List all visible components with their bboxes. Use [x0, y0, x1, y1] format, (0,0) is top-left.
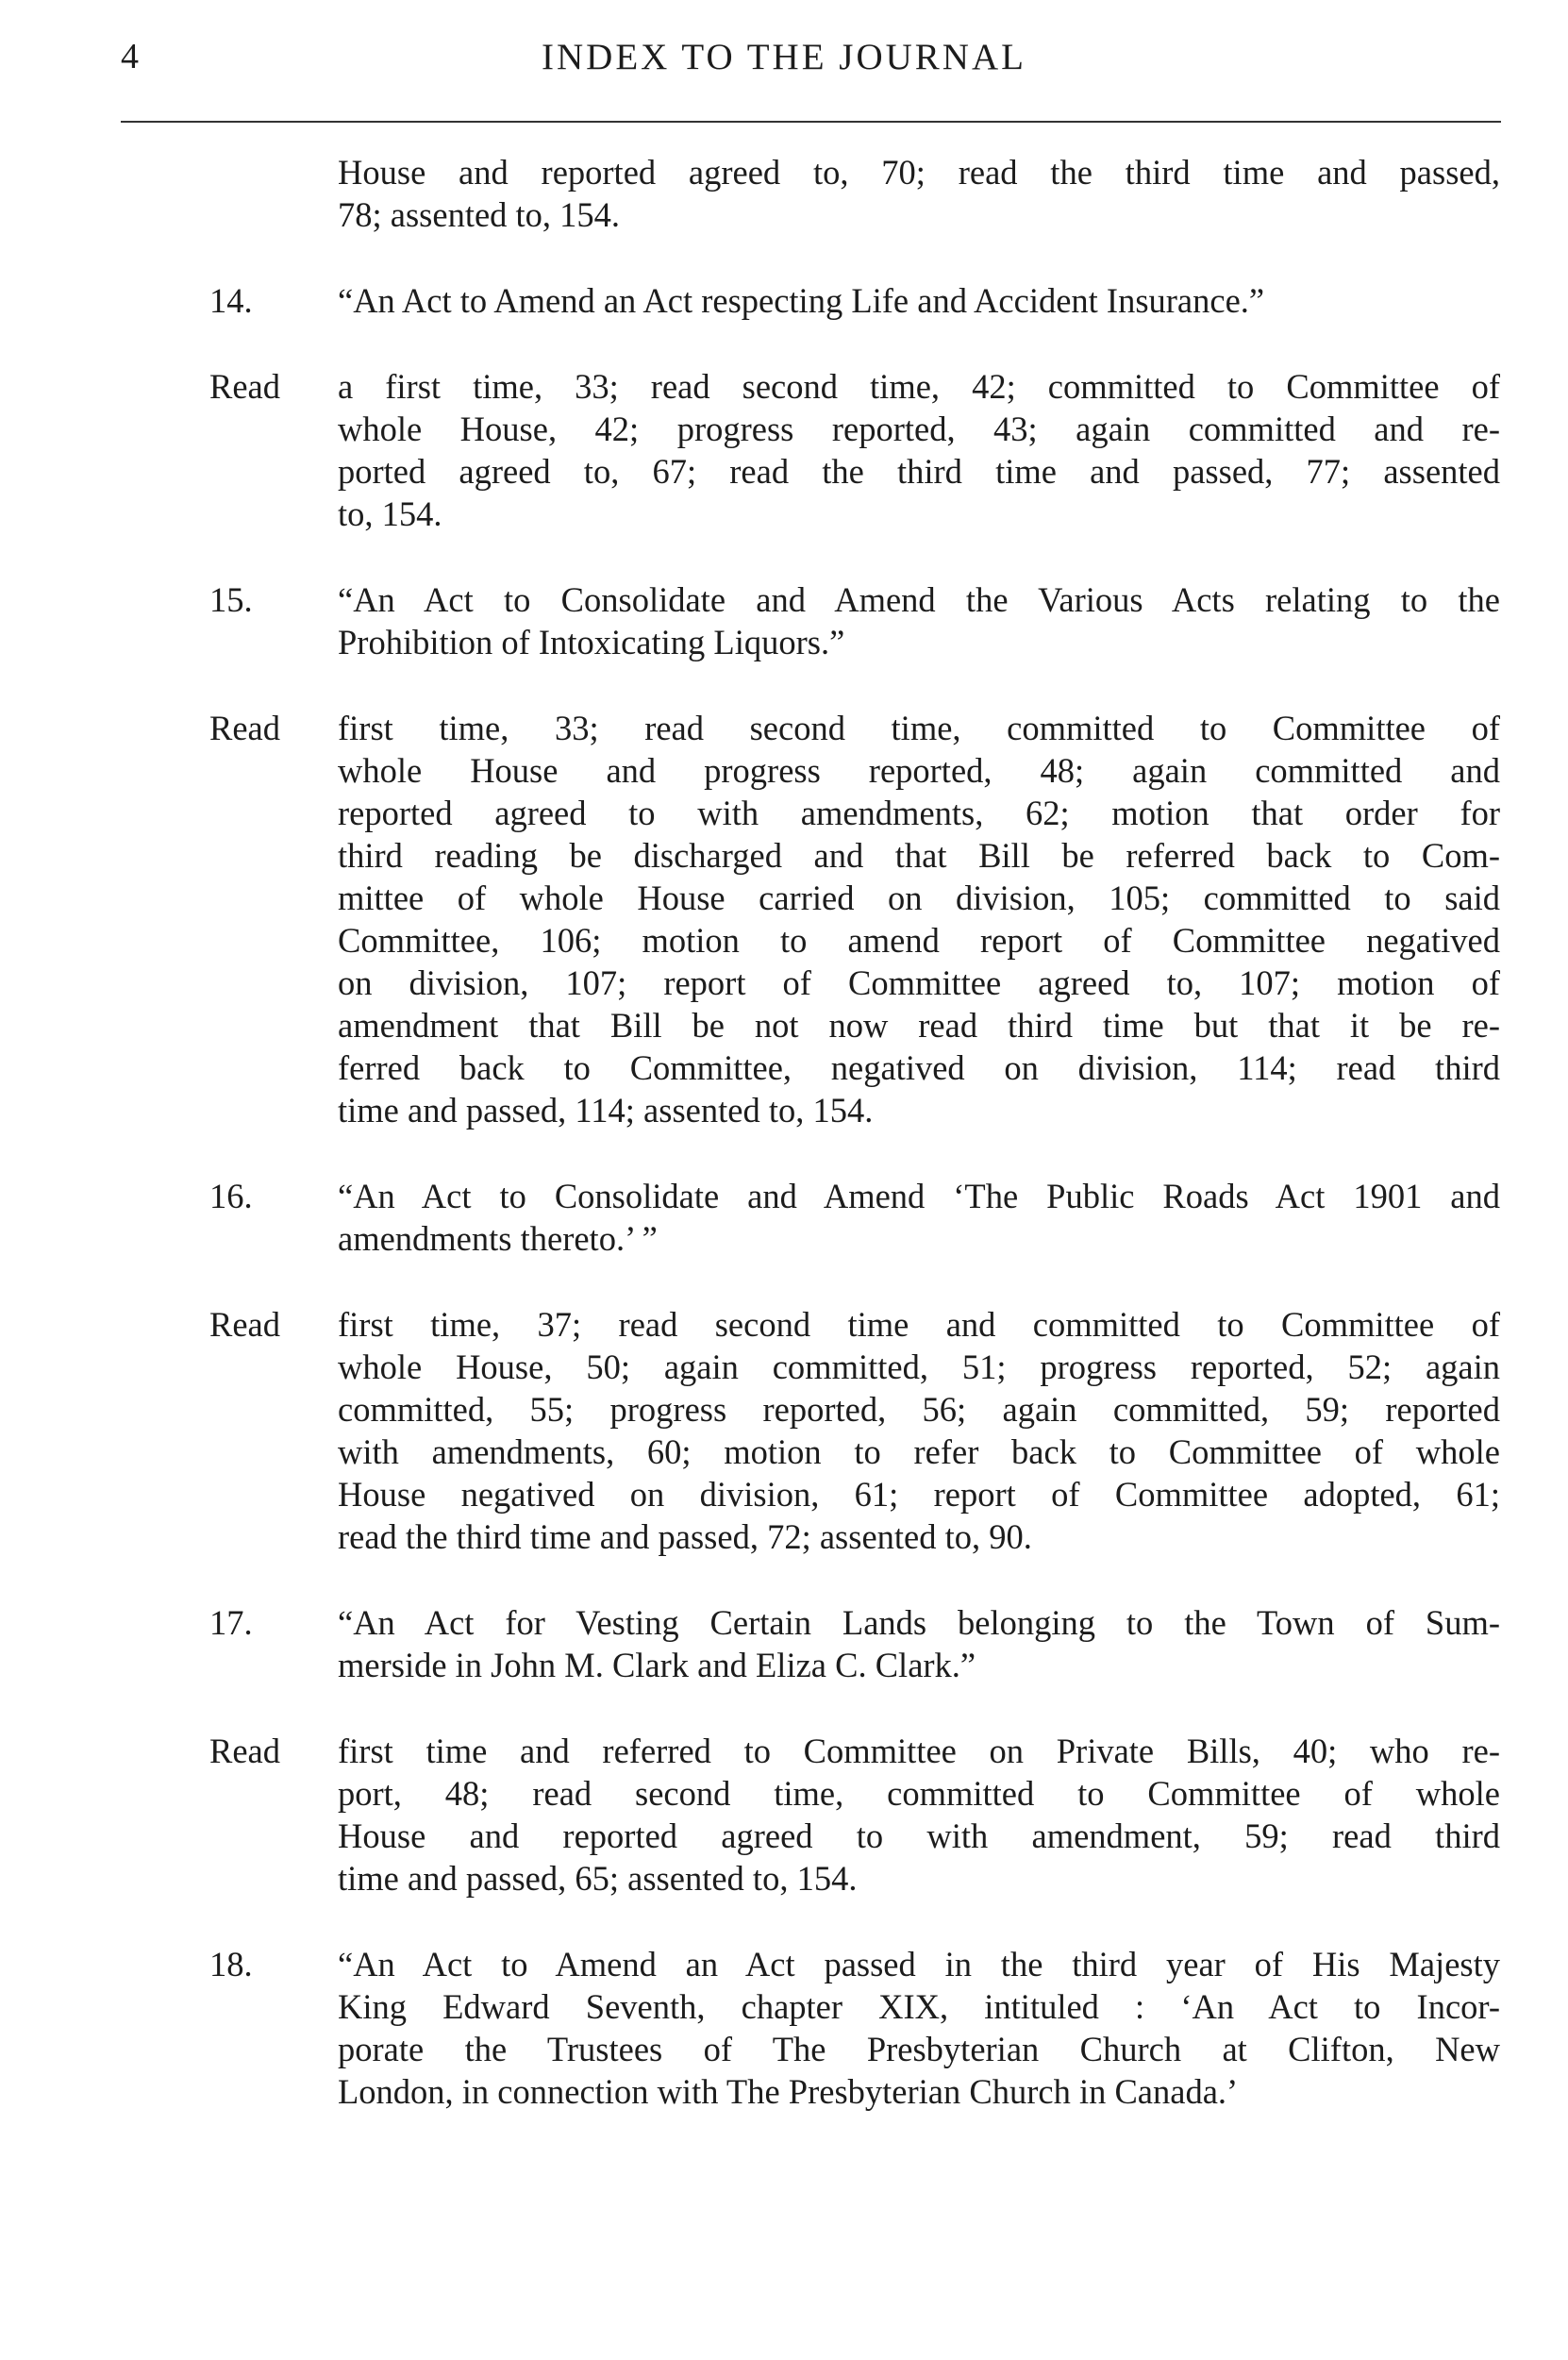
- text-line: London, in connection with The Presbyterian Church in Canada.’: [338, 2072, 1239, 2111]
- text-line-row: [0, 1943, 1568, 1985]
- text-line-row: [0, 749, 1568, 792]
- text-line-row: [0, 877, 1568, 919]
- read-label: Read: [209, 709, 280, 747]
- text-line: ported agreed to, 67; read the third time and passed, 77; assented: [338, 452, 1500, 491]
- text-line: porate the Trustees of The Presbyterian Church at Clifton, New: [338, 2030, 1500, 2068]
- text-line-row: [0, 1772, 1568, 1815]
- text-line-row: [0, 1515, 1568, 1558]
- text-line: port, 48; read second time, committed to Committee of whole: [338, 1774, 1500, 1813]
- text-line: whole House, 42; progress reported, 43; again committed and re-: [338, 410, 1500, 448]
- entry-spacer: [0, 236, 1568, 279]
- bill-title-entry: [0, 279, 1568, 322]
- entry-spacer: [0, 1131, 1568, 1175]
- bill-number: 14.: [209, 281, 253, 320]
- text-line-row: [0, 578, 1568, 621]
- text-line-row: [0, 450, 1568, 493]
- index-content: [0, 151, 1568, 2113]
- bill-proceedings-entry: [0, 365, 1568, 535]
- continued-proceedings: [0, 151, 1568, 236]
- text-line-row: [0, 919, 1568, 962]
- text-line: “An Act to Amend an Act passed in the third year of His Majesty: [338, 1945, 1500, 1983]
- read-label: Read: [209, 1305, 280, 1344]
- text-line: merside in John M. Clark and Eliza C. Clark.”: [338, 1646, 976, 1684]
- bill-title-entry: [0, 1943, 1568, 2113]
- text-line: first time and referred to Committee on Private Bills, 40; who re-: [338, 1732, 1500, 1770]
- text-line-row: [0, 2070, 1568, 2113]
- entry-spacer: [0, 663, 1568, 707]
- bill-title-entry: [0, 578, 1568, 663]
- text-line: 78; assented to, 154.: [338, 195, 621, 234]
- page-number: 4: [121, 37, 139, 76]
- text-line: first time, 33; read second time, committed to Committee of: [338, 709, 1500, 747]
- bill-title-entry: [0, 1601, 1568, 1686]
- bill-number: 15.: [209, 580, 253, 619]
- text-line-row: [0, 792, 1568, 834]
- page-header: [0, 0, 1568, 132]
- text-line: amendment that Bill be not now read third time but that it be re-: [338, 1006, 1500, 1045]
- text-line: House negatived on division, 61; report of Committee adopted, 61;: [338, 1475, 1500, 1514]
- text-line: ferred back to Committee, negatived on division, 114; read third: [338, 1048, 1500, 1087]
- text-line-row: [0, 707, 1568, 749]
- text-line-row: [0, 1985, 1568, 2028]
- text-line: King Edward Seventh, chapter XIX, intituled : ‘An Act to Incor-: [338, 1987, 1500, 2026]
- text-line-row: [0, 493, 1568, 535]
- text-line: read the third time and passed, 72; assented to, 90.: [338, 1517, 1032, 1556]
- text-line: first time, 37; read second time and committed to Committee of: [338, 1305, 1500, 1344]
- entry-spacer: [0, 1686, 1568, 1730]
- entry-spacer: [0, 535, 1568, 578]
- text-line: Committee, 106; motion to amend report of Committee negatived: [338, 921, 1500, 960]
- text-line: House and reported agreed to, 70; read the third time and passed,: [338, 153, 1500, 192]
- text-line-row: [0, 1175, 1568, 1217]
- entry-spacer: [0, 322, 1568, 365]
- text-line-row: [0, 1004, 1568, 1046]
- text-line-row: [0, 1815, 1568, 1857]
- header-rule: [121, 121, 1501, 123]
- text-line-row: [0, 1046, 1568, 1089]
- bill-title-entry: [0, 1175, 1568, 1260]
- text-line-row: [0, 1346, 1568, 1388]
- text-line: Prohibition of Intoxicating Liquors.”: [338, 623, 845, 661]
- text-line: to, 154.: [338, 494, 442, 533]
- text-line-row: [0, 1303, 1568, 1346]
- entry-spacer: [0, 1900, 1568, 1943]
- entry-spacer: [0, 1260, 1568, 1303]
- text-line: reported agreed to with amendments, 62; motion that order for: [338, 794, 1500, 832]
- text-line: amendments thereto.’ ”: [338, 1219, 658, 1258]
- text-line-row: [0, 1089, 1568, 1131]
- text-line: whole House, 50; again committed, 51; progress reported, 52; again: [338, 1347, 1500, 1386]
- text-line-row: [0, 1473, 1568, 1515]
- bill-number: 16.: [209, 1177, 253, 1215]
- bill-proceedings-entry: [0, 1730, 1568, 1900]
- text-line-row: [0, 1217, 1568, 1260]
- text-line-row: [0, 962, 1568, 1004]
- text-line-row: [0, 1388, 1568, 1431]
- text-line-row: [0, 2028, 1568, 2070]
- text-line-row: [0, 1730, 1568, 1772]
- text-line: time and passed, 114; assented to, 154.: [338, 1091, 874, 1130]
- text-line-row: [0, 1644, 1568, 1686]
- text-line: a first time, 33; read second time, 42; committed to Committee of: [338, 367, 1500, 406]
- bill-number: 18.: [209, 1945, 253, 1983]
- text-line: with amendments, 60; motion to refer back to Committee of whole: [338, 1432, 1500, 1471]
- bill-proceedings-entry: [0, 707, 1568, 1131]
- text-line: “An Act to Amend an Act respecting Life and Accident Insurance.”: [338, 281, 1265, 320]
- entry-spacer: [0, 1558, 1568, 1601]
- text-line-row: [0, 408, 1568, 450]
- text-line: time and passed, 65; assented to, 154.: [338, 1859, 858, 1898]
- text-line: third reading be discharged and that Bill be referred back to Com-: [338, 836, 1500, 875]
- text-line: “An Act for Vesting Certain Lands belonging to the Town of Sum-: [338, 1603, 1500, 1642]
- bill-number: 17.: [209, 1603, 253, 1642]
- read-label: Read: [209, 367, 280, 406]
- text-line-row: [0, 1857, 1568, 1900]
- text-line: on division, 107; report of Committee agreed to, 107; motion of: [338, 963, 1500, 1002]
- text-line-row: [0, 621, 1568, 663]
- text-line: mittee of whole House carried on division, 105; committed to said: [338, 879, 1500, 917]
- text-line-row: [0, 279, 1568, 322]
- running-title: INDEX TO THE JOURNAL: [542, 37, 1026, 77]
- text-line: “An Act to Consolidate and Amend the Various Acts relating to the: [338, 580, 1500, 619]
- text-line-row: [0, 1601, 1568, 1644]
- text-line: committed, 55; progress reported, 56; again committed, 59; reported: [338, 1390, 1500, 1429]
- text-line-row: [0, 151, 1568, 193]
- text-line-row: [0, 834, 1568, 877]
- text-line: whole House and progress reported, 48; again committed and: [338, 751, 1500, 790]
- text-line: House and reported agreed to with amendment, 59; read third: [338, 1816, 1500, 1855]
- text-line: “An Act to Consolidate and Amend ‘The Public Roads Act 1901 and: [338, 1177, 1500, 1215]
- text-line-row: [0, 193, 1568, 236]
- text-line-row: [0, 365, 1568, 408]
- text-line-row: [0, 1431, 1568, 1473]
- read-label: Read: [209, 1732, 280, 1770]
- bill-proceedings-entry: [0, 1303, 1568, 1558]
